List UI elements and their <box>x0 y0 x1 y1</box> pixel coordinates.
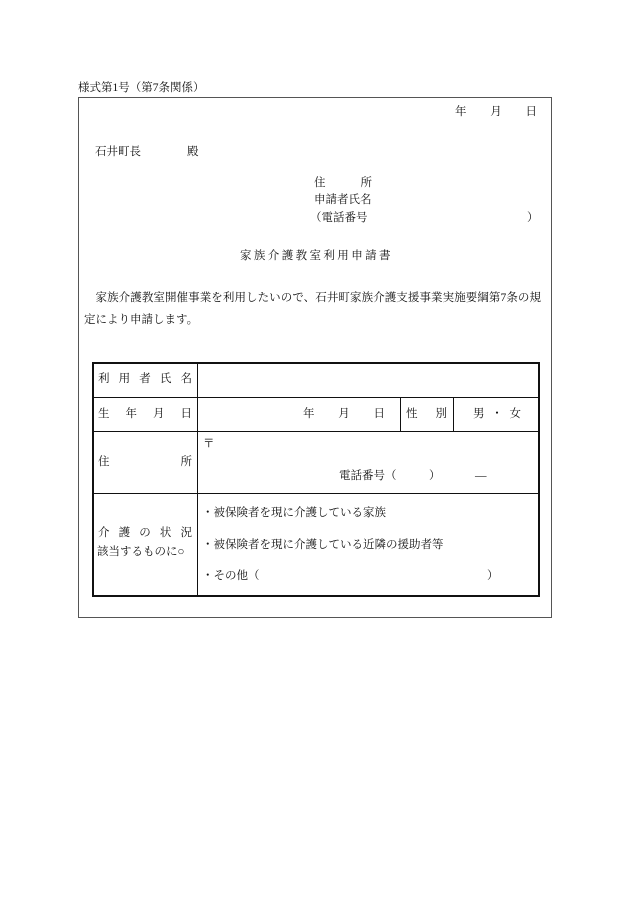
user-name-label: 利 用 者 氏 名 <box>98 373 192 385</box>
care-status-label: 介 護 の 状 況 <box>98 527 192 539</box>
form-number: 様式第1号（第7条関係） <box>78 82 205 94</box>
gender-options: 男 ・ 女 <box>473 408 521 420</box>
care-option-family: ・被保険者を現に介護している家族 <box>202 507 386 519</box>
addressee: 石井町長 殿 <box>95 146 199 158</box>
table-row-divider <box>92 493 540 494</box>
birth-date-label: 生 年 月 日 <box>98 408 192 420</box>
table-row-divider <box>92 431 540 432</box>
table-column-divider <box>400 397 401 431</box>
care-status-note: 該当するものに○ <box>97 546 185 558</box>
form-title: 家族介護教室利用申請書 <box>240 250 393 262</box>
table-column-divider <box>453 397 454 431</box>
address-phone-dash: — <box>475 470 487 482</box>
applicant-address-label: 住 所 <box>314 177 372 189</box>
address-phone-close: ） <box>429 470 441 482</box>
care-option-neighbor: ・被保険者を現に介護している近隣の援助者等 <box>202 539 444 551</box>
table-row-divider <box>92 397 540 398</box>
applicant-phone-close: ） <box>527 212 539 224</box>
gender-label: 性 別 <box>406 408 447 420</box>
application-statement: 家族介護教室開催事業を利用したいので、石井町家族介護支援事業実施要綱第7条の規定により申請します。 <box>84 292 541 326</box>
care-option-other-close: ） <box>487 570 499 582</box>
postal-mark: 〒 <box>203 438 215 450</box>
address-label: 住 所 <box>98 456 192 468</box>
birth-date-value: 年 月 日 <box>303 408 385 420</box>
address-phone-label: 電話番号（ <box>339 470 397 482</box>
applicant-name-label: 申請者氏名 <box>314 194 372 206</box>
care-option-other: ・その他（ <box>202 570 260 582</box>
submission-date: 年 月 日 <box>455 106 537 118</box>
applicant-phone-label: （電話番号 <box>310 212 368 224</box>
table-column-divider <box>197 362 198 597</box>
